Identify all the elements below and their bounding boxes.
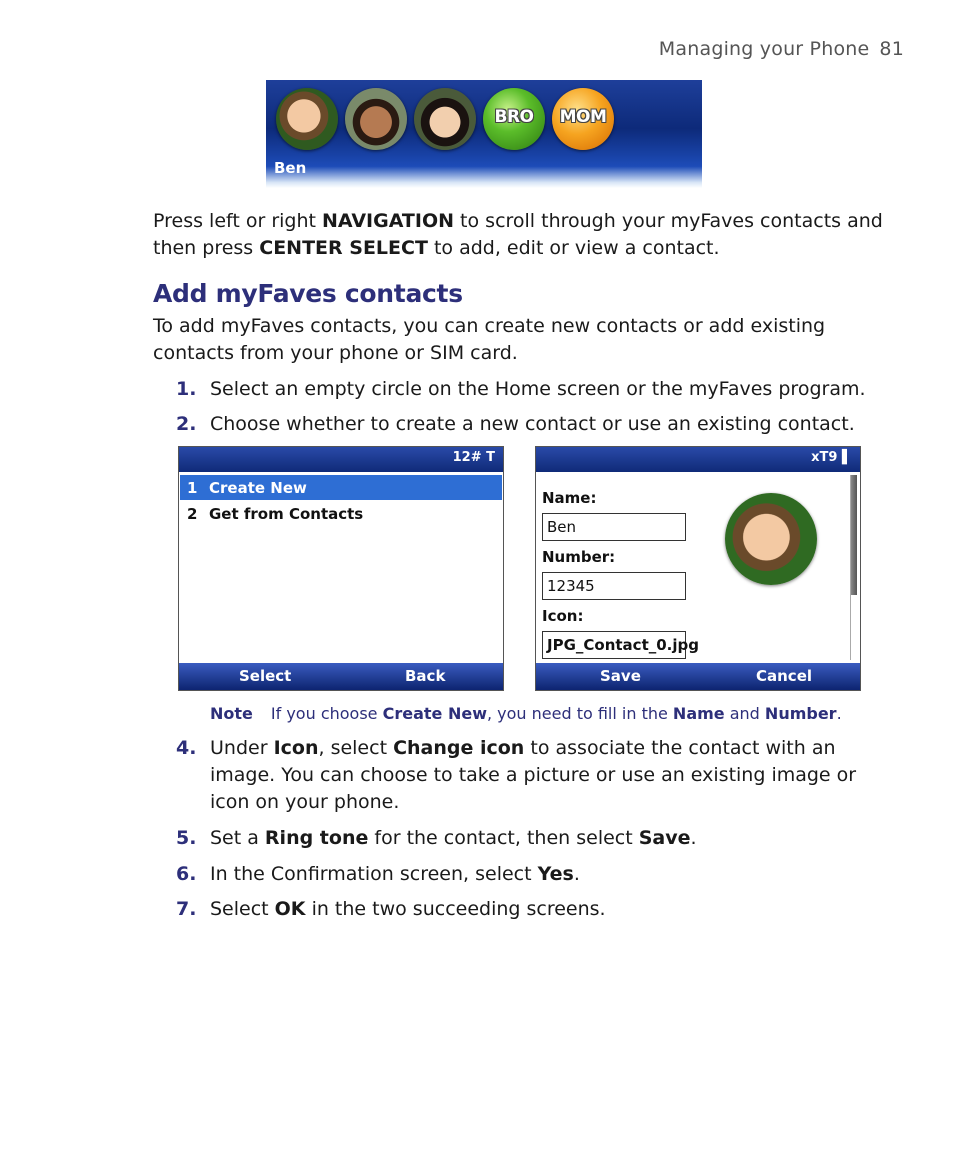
note-label: Note bbox=[210, 704, 253, 723]
note-text-3: and bbox=[724, 704, 765, 723]
selected-contact-name: Ben bbox=[274, 159, 307, 177]
step-number: 7. bbox=[176, 898, 197, 920]
signal-icon: 𝗧 bbox=[486, 450, 495, 465]
note-term-name: Name bbox=[672, 704, 725, 723]
status-bar bbox=[536, 447, 860, 472]
note-term-number: Number bbox=[764, 704, 837, 723]
save-softkey[interactable]: Save bbox=[600, 667, 641, 685]
step-number: 1. bbox=[176, 378, 197, 400]
step-text-part: in the two succeeding screens. bbox=[305, 898, 606, 920]
step-text-part: . bbox=[690, 827, 697, 849]
section-lead: To add myFaves contacts, you can create new contacts or add existing contacts from your phone or SIM card. bbox=[153, 315, 826, 364]
soft-key-bar bbox=[179, 663, 503, 690]
menu-item-label: Get from Contacts bbox=[209, 505, 364, 523]
input-mode-indicator bbox=[453, 450, 495, 465]
intro-text-2: to scroll through your myFaves contacts and then press bbox=[153, 210, 883, 259]
note-text-4: . bbox=[836, 704, 842, 723]
step-number: 6. bbox=[176, 863, 197, 885]
step-number: 5. bbox=[176, 827, 197, 849]
term-icon: Icon bbox=[273, 737, 319, 759]
icon-label: Icon: bbox=[542, 607, 584, 625]
number-field[interactable]: 12345 bbox=[542, 572, 686, 600]
mom-badge-icon bbox=[552, 88, 614, 150]
section-title: Add myFaves contacts bbox=[153, 279, 463, 308]
menu-item-number: 1 bbox=[187, 479, 198, 497]
input-mode-indicator bbox=[811, 450, 852, 465]
contact-photo-ben bbox=[276, 88, 338, 150]
step-text bbox=[210, 896, 876, 923]
soft-key-bar bbox=[536, 663, 860, 690]
input-mode-text: 12# bbox=[452, 450, 482, 465]
step-text: Choose whether to create a new contact or use an existing contact. bbox=[210, 413, 855, 435]
center-select-term: CENTER SELECT bbox=[259, 237, 428, 259]
step-text bbox=[210, 825, 876, 852]
step-text-part: Under bbox=[210, 737, 274, 759]
step-text bbox=[210, 735, 876, 816]
note-text-1: If you choose bbox=[270, 704, 383, 723]
signal-icon: ▌ bbox=[842, 450, 852, 465]
menu-item-get-from-contacts[interactable] bbox=[180, 501, 502, 526]
scrollbar[interactable] bbox=[850, 475, 857, 660]
bro-badge-label: BRO bbox=[494, 107, 534, 127]
note-term-create-new: Create New bbox=[382, 704, 487, 723]
menu-item-number: 2 bbox=[187, 505, 198, 523]
select-softkey[interactable]: Select bbox=[239, 667, 292, 685]
intro-text-1: Press left or right bbox=[153, 210, 323, 232]
step-number: 4. bbox=[176, 737, 197, 759]
name-label: Name: bbox=[542, 489, 597, 507]
menu-item-label: Create New bbox=[209, 479, 307, 497]
step-text-part: . bbox=[573, 863, 580, 885]
step-text-part: to associate the contact with an image. You can choose to take a picture or use an existing image or icon on your phone. bbox=[210, 737, 857, 813]
menu-item-create-new[interactable] bbox=[180, 475, 502, 500]
page-number: 81 bbox=[879, 38, 904, 60]
term-ok: OK bbox=[274, 898, 306, 920]
note-text-2: , you need to fill in the bbox=[486, 704, 673, 723]
step-text-part: Select bbox=[210, 898, 275, 920]
header-section-title: Managing your Phone bbox=[658, 38, 870, 60]
scrollbar-thumb[interactable] bbox=[851, 475, 857, 595]
step-4 bbox=[176, 735, 876, 816]
phone-screen-new-contact bbox=[535, 446, 861, 691]
step-1 bbox=[176, 376, 876, 403]
step-5 bbox=[176, 825, 876, 852]
bro-badge-icon bbox=[483, 88, 545, 150]
contact-photo-2 bbox=[345, 88, 407, 150]
note bbox=[210, 704, 842, 723]
step-text-part: for the contact, then select bbox=[368, 827, 639, 849]
step-text-part: , select bbox=[318, 737, 394, 759]
phone-screen-menu bbox=[178, 446, 504, 691]
myfaves-strip-image bbox=[266, 80, 702, 188]
step-6 bbox=[176, 861, 876, 888]
term-save: Save bbox=[638, 827, 691, 849]
contact-photo-3 bbox=[414, 88, 476, 150]
term-change-icon: Change icon bbox=[393, 737, 525, 759]
cancel-softkey[interactable]: Cancel bbox=[756, 667, 813, 685]
input-mode-text: xT9 bbox=[811, 450, 838, 465]
intro-text-3: to add, edit or view a contact. bbox=[427, 237, 720, 259]
step-2 bbox=[176, 411, 876, 438]
step-7 bbox=[176, 896, 876, 923]
running-header bbox=[659, 38, 904, 60]
navigation-term: NAVIGATION bbox=[322, 210, 455, 232]
icon-field[interactable]: JPG_Contact_0.jpg bbox=[542, 631, 686, 659]
name-field[interactable]: Ben bbox=[542, 513, 686, 541]
term-yes: Yes bbox=[537, 863, 574, 885]
step-number: 2. bbox=[176, 413, 197, 435]
step-text bbox=[210, 861, 876, 888]
back-softkey[interactable]: Back bbox=[405, 667, 446, 685]
step-text-part: Set a bbox=[210, 827, 265, 849]
mom-badge-label: MOM bbox=[559, 107, 607, 127]
intro-paragraph bbox=[153, 208, 893, 262]
contact-photo-icon bbox=[725, 493, 817, 585]
number-label: Number: bbox=[542, 548, 616, 566]
status-bar bbox=[179, 447, 503, 472]
step-text-part: In the Confirmation screen, select bbox=[210, 863, 538, 885]
step-text: Select an empty circle on the Home screen or the myFaves program. bbox=[210, 378, 866, 400]
term-ring-tone: Ring tone bbox=[264, 827, 369, 849]
